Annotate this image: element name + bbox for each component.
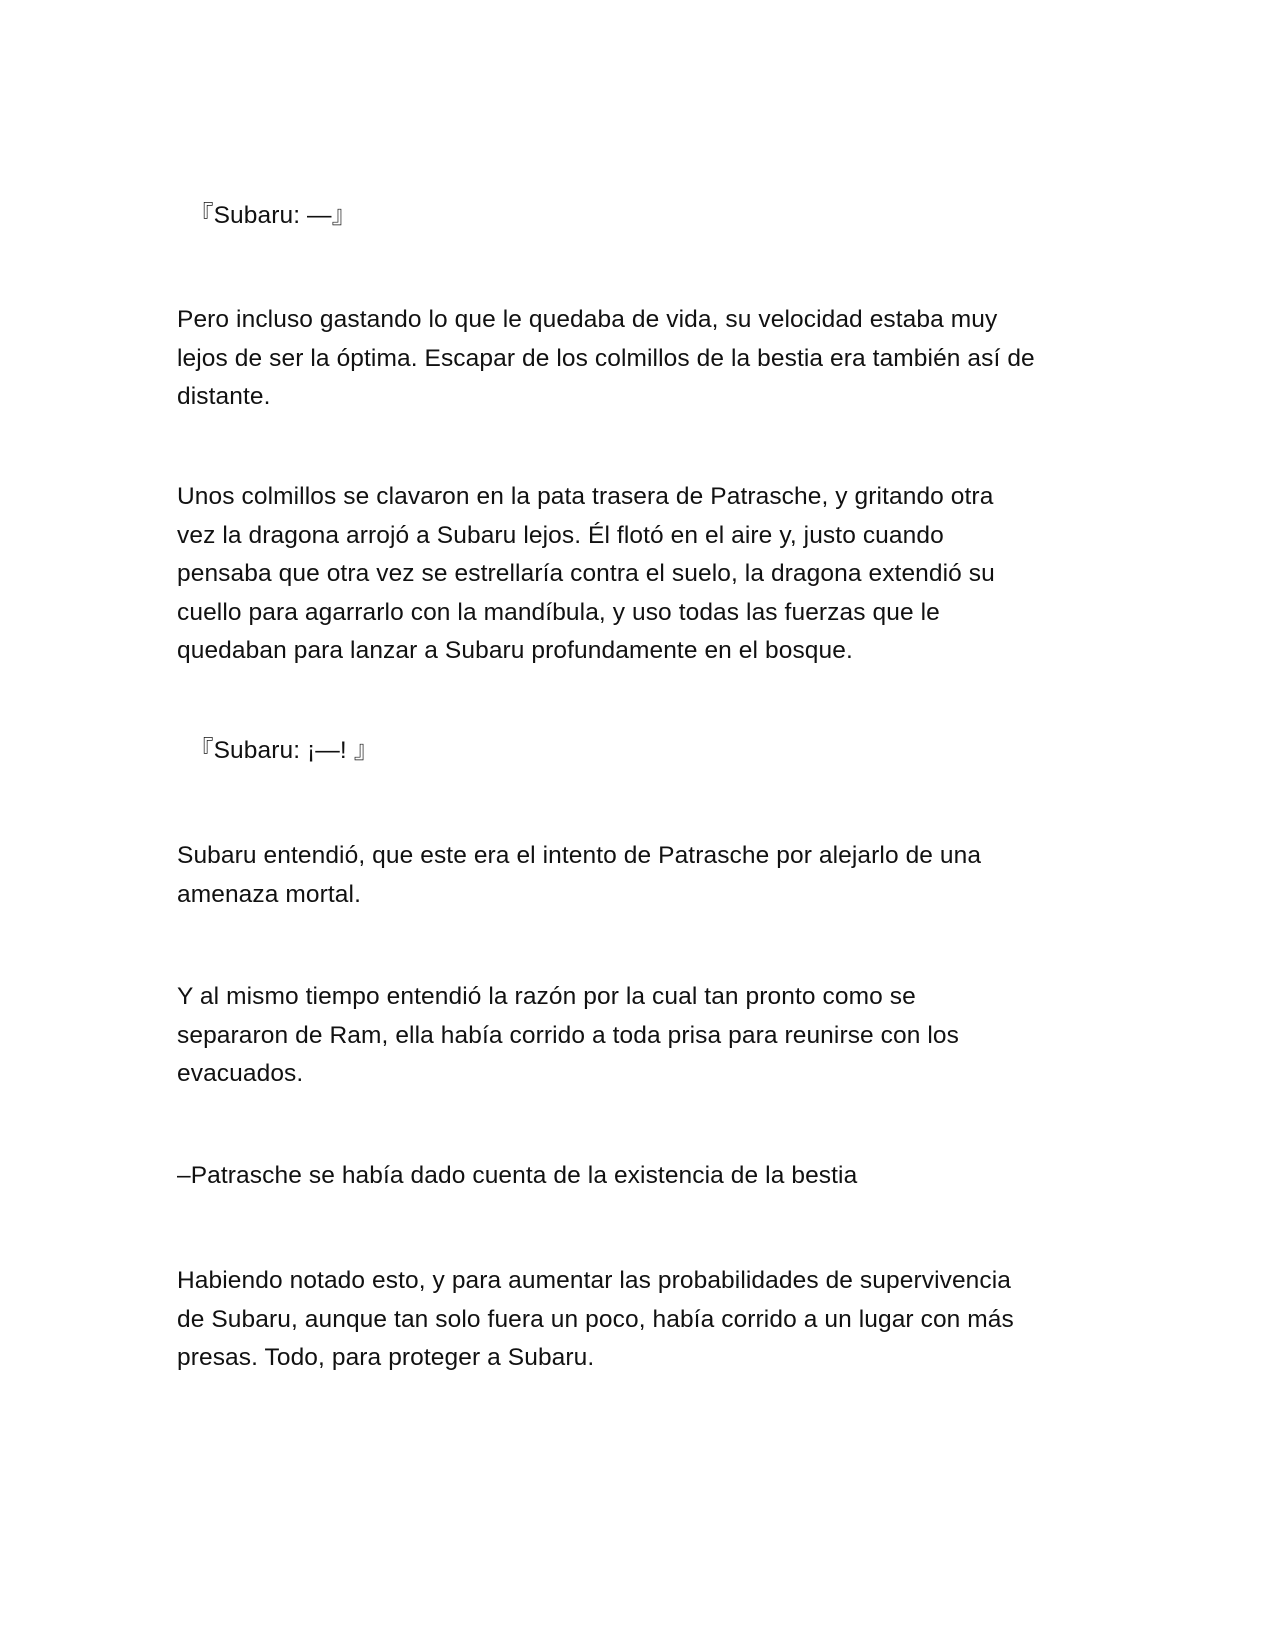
text-line: Y al mismo tiempo entendió la razón por la cual tan pronto como se [177,983,916,1010]
text-line: –Patrasche se había dado cuenta de la existencia de la bestia [177,1162,858,1189]
text-line: separaron de Ram, ella había corrido a toda prisa para reunirse con los [177,1021,960,1049]
text-line: Subaru entendió, que este era el intento de Patrasche por alejarlo de una [177,842,982,869]
text-line: lejos de ser la óptima. Escapar de los colmillos de la bestia era también así de [177,344,1035,372]
text-line: 『Subaru: —』 [189,202,357,229]
text-line: Unos colmillos se clavaron en la pata trasera de Patrasche, y gritando otra [177,483,994,510]
text-line: distante. [177,383,271,410]
text-line: pensaba que otra vez se estrellaría contra el suelo, la dragona extendió su [177,560,995,587]
text-line: cuello para agarrarlo con la mandíbula, y uso todas las fuerzas que le [177,598,940,626]
paragraph [177,478,1097,671]
text-line: presas. Todo, para proteger a Subaru. [177,1344,595,1371]
text-line: 『Subaru: ¡—! 』 [189,737,379,764]
paragraph [177,978,1097,1094]
text-line: Habiendo notado esto, y para aumentar las probabilidades de supervivencia [177,1267,1012,1294]
text-line: amenaza mortal. [177,880,361,908]
text-line: evacuados. [177,1060,304,1087]
paragraph [177,1157,1097,1196]
paragraph [177,1262,1097,1378]
text-line: Pero incluso gastando lo que le quedaba de vida, su velocidad estaba muy [177,306,998,333]
text-line: de Subaru, aunque tan solo fuera un poco, había corrido a un lugar con más [177,1305,1014,1333]
paragraph [177,301,1097,417]
text-line: vez la dragona arrojó a Subaru lejos. Él flotó en el aire y, justo cuando [177,521,944,549]
paragraph [177,837,1097,914]
text-line: quedaban para lanzar a Subaru profundamente en el bosque. [177,637,853,664]
dialogue-line [189,732,1109,771]
dialogue-line [189,197,1109,236]
